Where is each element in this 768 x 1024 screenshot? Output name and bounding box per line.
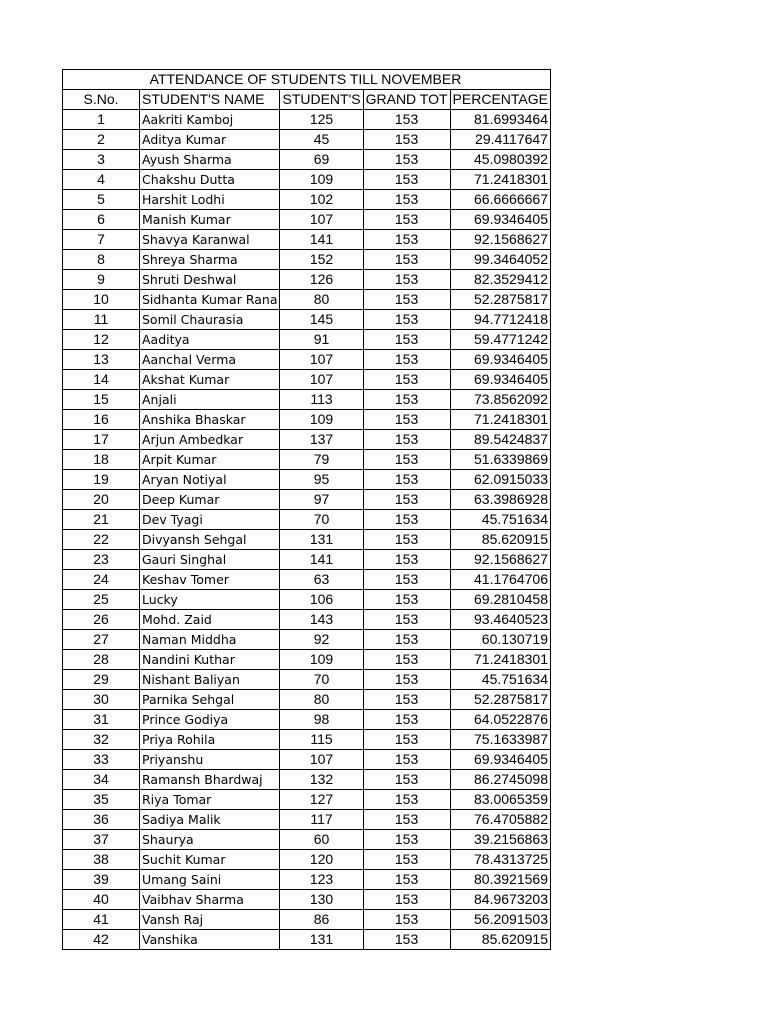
- attendance-cell: 120: [280, 850, 363, 870]
- attendance-cell: 137: [280, 430, 363, 450]
- percentage-cell: 69.9346405: [450, 750, 550, 770]
- sno-cell: 34: [63, 770, 140, 790]
- table-row: [63, 310, 551, 330]
- sno-cell: 40: [63, 890, 140, 910]
- sno-cell: 36: [63, 810, 140, 830]
- student-name-cell: Priya Rohila: [140, 730, 280, 750]
- student-name-cell: Shreya Sharma: [140, 250, 280, 270]
- student-name-cell: Priyanshu: [140, 750, 280, 770]
- attendance-cell: 92: [280, 630, 363, 650]
- attendance-cell: 107: [280, 750, 363, 770]
- table-body: [63, 110, 551, 950]
- table-row: [63, 130, 551, 150]
- attendance-cell: 60: [280, 830, 363, 850]
- percentage-cell: 82.3529412: [450, 270, 550, 290]
- table-row: [63, 550, 551, 570]
- table-row: [63, 730, 551, 750]
- attendance-cell: 86: [280, 910, 363, 930]
- percentage-cell: 81.6993464: [450, 110, 550, 130]
- sno-cell: 28: [63, 650, 140, 670]
- student-name-cell: Deep Kumar: [140, 490, 280, 510]
- percentage-cell: 52.2875817: [450, 290, 550, 310]
- grand-total-cell: 153: [363, 470, 450, 490]
- grand-total-cell: 153: [363, 270, 450, 290]
- grand-total-cell: 153: [363, 350, 450, 370]
- attendance-cell: 109: [280, 170, 363, 190]
- sno-cell: 16: [63, 410, 140, 430]
- percentage-cell: 85.620915: [450, 930, 550, 950]
- student-name-cell: Ramansh Bhardwaj: [140, 770, 280, 790]
- percentage-cell: 69.9346405: [450, 210, 550, 230]
- student-name-cell: Prince Godiya: [140, 710, 280, 730]
- sno-cell: 7: [63, 230, 140, 250]
- percentage-cell: 99.3464052: [450, 250, 550, 270]
- table-row: [63, 330, 551, 350]
- sno-cell: 32: [63, 730, 140, 750]
- sno-cell: 30: [63, 690, 140, 710]
- attendance-cell: 80: [280, 690, 363, 710]
- percentage-cell: 85.620915: [450, 530, 550, 550]
- student-name-cell: Riya Tomar: [140, 790, 280, 810]
- student-name-cell: Gauri Singhal: [140, 550, 280, 570]
- attendance-cell: 107: [280, 370, 363, 390]
- attendance-cell: 143: [280, 610, 363, 630]
- sno-cell: 42: [63, 930, 140, 950]
- attendance-cell: 126: [280, 270, 363, 290]
- grand-total-cell: 153: [363, 530, 450, 550]
- grand-total-cell: 153: [363, 630, 450, 650]
- percentage-cell: 29.4117647: [450, 130, 550, 150]
- student-name-cell: Shavya Karanwal: [140, 230, 280, 250]
- sno-cell: 38: [63, 850, 140, 870]
- student-name-cell: Anjali: [140, 390, 280, 410]
- percentage-cell: 76.4705882: [450, 810, 550, 830]
- table-row: [63, 890, 551, 910]
- percentage-cell: 64.0522876: [450, 710, 550, 730]
- percentage-cell: 89.5424837: [450, 430, 550, 450]
- percentage-cell: 84.9673203: [450, 890, 550, 910]
- student-name-cell: Aanchal Verma: [140, 350, 280, 370]
- student-name-cell: Vansh Raj: [140, 910, 280, 930]
- percentage-cell: 71.2418301: [450, 410, 550, 430]
- table-row: [63, 770, 551, 790]
- attendance-cell: 117: [280, 810, 363, 830]
- student-name-cell: Keshav Tomer: [140, 570, 280, 590]
- student-name-cell: Nandini Kuthar: [140, 650, 280, 670]
- student-name-cell: Arpit Kumar: [140, 450, 280, 470]
- percentage-cell: 86.2745098: [450, 770, 550, 790]
- attendance-cell: 70: [280, 670, 363, 690]
- grand-total-cell: 153: [363, 730, 450, 750]
- percentage-cell: 69.2810458: [450, 590, 550, 610]
- sno-cell: 5: [63, 190, 140, 210]
- percentage-cell: 52.2875817: [450, 690, 550, 710]
- grand-total-cell: 153: [363, 490, 450, 510]
- table-row: [63, 230, 551, 250]
- table-row: [63, 650, 551, 670]
- table-row: [63, 790, 551, 810]
- student-name-cell: Umang Saini: [140, 870, 280, 890]
- table-row: [63, 830, 551, 850]
- sno-cell: 15: [63, 390, 140, 410]
- attendance-cell: 113: [280, 390, 363, 410]
- sheet-title: ATTENDANCE OF STUDENTS TILL NOVEMBER: [63, 70, 551, 90]
- sno-cell: 26: [63, 610, 140, 630]
- percentage-cell: 80.3921569: [450, 870, 550, 890]
- grand-total-cell: 153: [363, 210, 450, 230]
- sno-cell: 18: [63, 450, 140, 470]
- student-name-cell: Divyansh Sehgal: [140, 530, 280, 550]
- table-row: [63, 570, 551, 590]
- student-name-cell: Aditya Kumar: [140, 130, 280, 150]
- sno-cell: 2: [63, 130, 140, 150]
- grand-total-cell: 153: [363, 430, 450, 450]
- percentage-cell: 45.751634: [450, 670, 550, 690]
- attendance-cell: 107: [280, 210, 363, 230]
- sno-cell: 20: [63, 490, 140, 510]
- student-name-cell: Suchit Kumar: [140, 850, 280, 870]
- table-row: [63, 390, 551, 410]
- sno-cell: 17: [63, 430, 140, 450]
- table-row: [63, 410, 551, 430]
- table-row: [63, 470, 551, 490]
- grand-total-cell: 153: [363, 190, 450, 210]
- student-name-cell: Anshika Bhaskar: [140, 410, 280, 430]
- grand-total-cell: 153: [363, 510, 450, 530]
- attendance-cell: 45: [280, 130, 363, 150]
- table-row: [63, 250, 551, 270]
- grand-total-cell: 153: [363, 450, 450, 470]
- table-row: [63, 210, 551, 230]
- student-name-cell: Lucky: [140, 590, 280, 610]
- sno-cell: 6: [63, 210, 140, 230]
- sno-cell: 21: [63, 510, 140, 530]
- percentage-cell: 71.2418301: [450, 650, 550, 670]
- grand-total-cell: 153: [363, 750, 450, 770]
- attendance-cell: 102: [280, 190, 363, 210]
- student-name-cell: Nishant Baliyan: [140, 670, 280, 690]
- sno-cell: 19: [63, 470, 140, 490]
- percentage-cell: 45.751634: [450, 510, 550, 530]
- grand-total-cell: 153: [363, 650, 450, 670]
- table-row: [63, 590, 551, 610]
- sno-cell: 33: [63, 750, 140, 770]
- grand-total-cell: 153: [363, 570, 450, 590]
- student-name-cell: Manish Kumar: [140, 210, 280, 230]
- grand-total-cell: 153: [363, 670, 450, 690]
- percentage-cell: 56.2091503: [450, 910, 550, 930]
- sno-cell: 8: [63, 250, 140, 270]
- student-name-cell: Aryan Notiyal: [140, 470, 280, 490]
- table-row: [63, 850, 551, 870]
- student-name-cell: Harshit Lodhi: [140, 190, 280, 210]
- attendance-cell: 131: [280, 530, 363, 550]
- percentage-cell: 39.2156863: [450, 830, 550, 850]
- attendance-cell: 91: [280, 330, 363, 350]
- attendance-cell: 115: [280, 730, 363, 750]
- table-row: [63, 150, 551, 170]
- percentage-cell: 71.2418301: [450, 170, 550, 190]
- grand-total-cell: 153: [363, 830, 450, 850]
- sno-cell: 31: [63, 710, 140, 730]
- grand-total-cell: 153: [363, 590, 450, 610]
- header-sno: S.No.: [63, 90, 140, 110]
- percentage-cell: 45.0980392: [450, 150, 550, 170]
- table-row: [63, 490, 551, 510]
- attendance-cell: 95: [280, 470, 363, 490]
- grand-total-cell: 153: [363, 810, 450, 830]
- attendance-cell: 127: [280, 790, 363, 810]
- student-name-cell: Somil Chaurasia: [140, 310, 280, 330]
- student-name-cell: Dev Tyagi: [140, 510, 280, 530]
- sno-cell: 23: [63, 550, 140, 570]
- header-attendance: STUDENT'S: [280, 90, 363, 110]
- percentage-cell: 60.130719: [450, 630, 550, 650]
- grand-total-cell: 153: [363, 410, 450, 430]
- table-row: [63, 370, 551, 390]
- sno-cell: 41: [63, 910, 140, 930]
- sno-cell: 29: [63, 670, 140, 690]
- sno-cell: 13: [63, 350, 140, 370]
- percentage-cell: 94.7712418: [450, 310, 550, 330]
- student-name-cell: Sadiya Malik: [140, 810, 280, 830]
- student-name-cell: Naman Middha: [140, 630, 280, 650]
- percentage-cell: 41.1764706: [450, 570, 550, 590]
- sno-cell: 12: [63, 330, 140, 350]
- table-row: [63, 510, 551, 530]
- header-grand-total: GRAND TOT: [363, 90, 450, 110]
- attendance-cell: 63: [280, 570, 363, 590]
- sno-cell: 11: [63, 310, 140, 330]
- percentage-cell: 63.3986928: [450, 490, 550, 510]
- student-name-cell: Parnika Sehgal: [140, 690, 280, 710]
- table-row: [63, 910, 551, 930]
- grand-total-cell: 153: [363, 610, 450, 630]
- table-row: [63, 930, 551, 950]
- title-row: [63, 70, 551, 90]
- grand-total-cell: 153: [363, 930, 450, 950]
- attendance-cell: 145: [280, 310, 363, 330]
- sno-cell: 25: [63, 590, 140, 610]
- grand-total-cell: 153: [363, 170, 450, 190]
- attendance-cell: 131: [280, 930, 363, 950]
- sno-cell: 1: [63, 110, 140, 130]
- sno-cell: 27: [63, 630, 140, 650]
- grand-total-cell: 153: [363, 230, 450, 250]
- table-row: [63, 870, 551, 890]
- percentage-cell: 51.6339869: [450, 450, 550, 470]
- student-name-cell: Arjun Ambedkar: [140, 430, 280, 450]
- student-name-cell: Chakshu Dutta: [140, 170, 280, 190]
- attendance-cell: 106: [280, 590, 363, 610]
- grand-total-cell: 153: [363, 770, 450, 790]
- attendance-cell: 152: [280, 250, 363, 270]
- grand-total-cell: 153: [363, 370, 450, 390]
- attendance-cell: 98: [280, 710, 363, 730]
- percentage-cell: 69.9346405: [450, 350, 550, 370]
- grand-total-cell: 153: [363, 110, 450, 130]
- sno-cell: 24: [63, 570, 140, 590]
- grand-total-cell: 153: [363, 250, 450, 270]
- table-row: [63, 810, 551, 830]
- sno-cell: 35: [63, 790, 140, 810]
- table-row: [63, 290, 551, 310]
- attendance-cell: 123: [280, 870, 363, 890]
- attendance-cell: 107: [280, 350, 363, 370]
- table-row: [63, 670, 551, 690]
- grand-total-cell: 153: [363, 150, 450, 170]
- sno-cell: 14: [63, 370, 140, 390]
- attendance-cell: 141: [280, 230, 363, 250]
- attendance-cell: 70: [280, 510, 363, 530]
- attendance-cell: 79: [280, 450, 363, 470]
- grand-total-cell: 153: [363, 130, 450, 150]
- attendance-cell: 109: [280, 410, 363, 430]
- header-student-name: STUDENT'S NAME: [140, 90, 280, 110]
- student-name-cell: Vaibhav Sharma: [140, 890, 280, 910]
- grand-total-cell: 153: [363, 790, 450, 810]
- grand-total-cell: 153: [363, 330, 450, 350]
- sno-cell: 10: [63, 290, 140, 310]
- percentage-cell: 69.9346405: [450, 370, 550, 390]
- header-row: [63, 90, 551, 110]
- grand-total-cell: 153: [363, 890, 450, 910]
- grand-total-cell: 153: [363, 870, 450, 890]
- percentage-cell: 62.0915033: [450, 470, 550, 490]
- student-name-cell: Aaditya: [140, 330, 280, 350]
- grand-total-cell: 153: [363, 290, 450, 310]
- sno-cell: 3: [63, 150, 140, 170]
- attendance-cell: 132: [280, 770, 363, 790]
- percentage-cell: 66.6666667: [450, 190, 550, 210]
- attendance-cell: 69: [280, 150, 363, 170]
- student-name-cell: Shruti Deshwal: [140, 270, 280, 290]
- sno-cell: 9: [63, 270, 140, 290]
- student-name-cell: Mohd. Zaid: [140, 610, 280, 630]
- table-row: [63, 430, 551, 450]
- table-row: [63, 350, 551, 370]
- table-row: [63, 530, 551, 550]
- percentage-cell: 92.1568627: [450, 550, 550, 570]
- grand-total-cell: 153: [363, 390, 450, 410]
- sno-cell: 4: [63, 170, 140, 190]
- percentage-cell: 75.1633987: [450, 730, 550, 750]
- table-row: [63, 750, 551, 770]
- header-percentage-label: PERCENTAGE: [452, 91, 548, 107]
- attendance-cell: 109: [280, 650, 363, 670]
- attendance-cell: 130: [280, 890, 363, 910]
- sno-cell: 37: [63, 830, 140, 850]
- grand-total-cell: 153: [363, 310, 450, 330]
- attendance-table: [62, 69, 551, 950]
- table-row: [63, 710, 551, 730]
- grand-total-cell: 153: [363, 850, 450, 870]
- table-row: [63, 270, 551, 290]
- table-row: [63, 190, 551, 210]
- attendance-cell: 125: [280, 110, 363, 130]
- grand-total-cell: 153: [363, 550, 450, 570]
- student-name-cell: Vanshika: [140, 930, 280, 950]
- percentage-cell: 92.1568627: [450, 230, 550, 250]
- table-row: [63, 610, 551, 630]
- percentage-cell: 78.4313725: [450, 850, 550, 870]
- table-row: [63, 450, 551, 470]
- percentage-cell: 93.4640523: [450, 610, 550, 630]
- table-row: [63, 690, 551, 710]
- attendance-cell: 97: [280, 490, 363, 510]
- attendance-cell: 141: [280, 550, 363, 570]
- sno-cell: 39: [63, 870, 140, 890]
- student-name-cell: Aakriti Kamboj: [140, 110, 280, 130]
- header-percentage: [450, 90, 550, 110]
- grand-total-cell: 153: [363, 710, 450, 730]
- percentage-cell: 83.0065359: [450, 790, 550, 810]
- table-row: [63, 170, 551, 190]
- grand-total-cell: 153: [363, 910, 450, 930]
- student-name-cell: Akshat Kumar: [140, 370, 280, 390]
- student-name-cell: Ayush Sharma: [140, 150, 280, 170]
- table-row: [63, 630, 551, 650]
- grand-total-cell: 153: [363, 690, 450, 710]
- sno-cell: 22: [63, 530, 140, 550]
- percentage-cell: 59.4771242: [450, 330, 550, 350]
- table-row: [63, 110, 551, 130]
- percentage-cell: 73.8562092: [450, 390, 550, 410]
- student-name-cell: Sidhanta Kumar Rana: [140, 290, 280, 310]
- attendance-cell: 80: [280, 290, 363, 310]
- student-name-cell: Shaurya: [140, 830, 280, 850]
